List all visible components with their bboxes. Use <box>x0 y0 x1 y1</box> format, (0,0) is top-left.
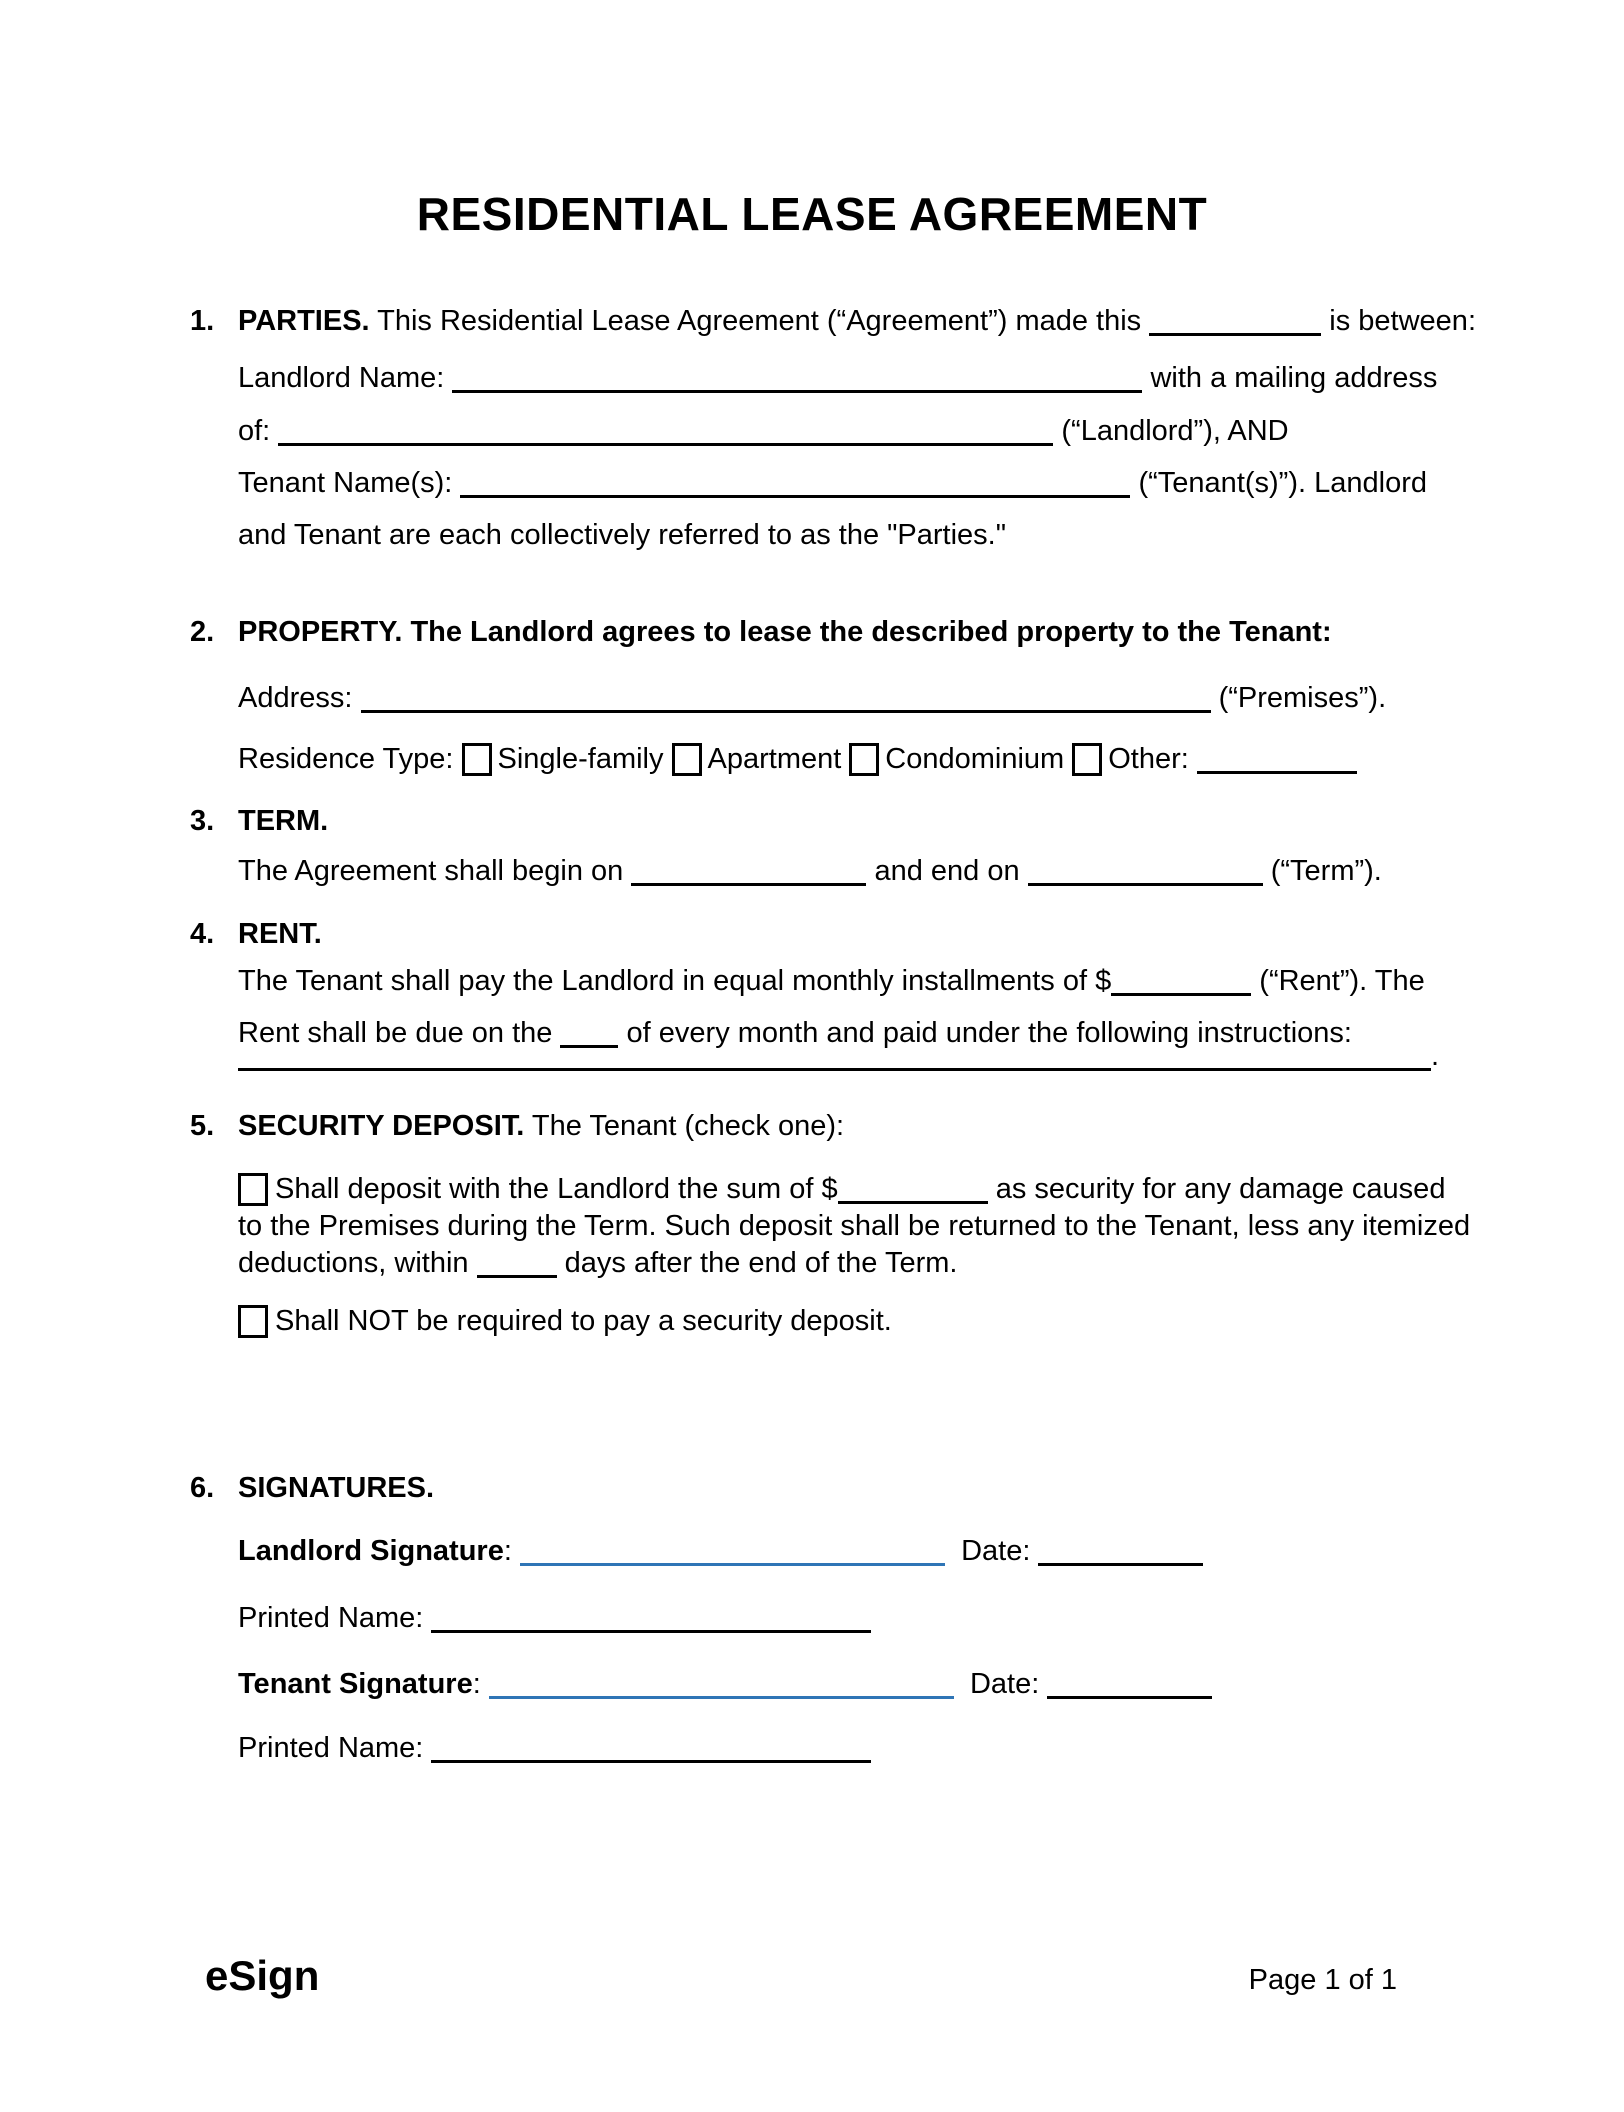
tenant-printed-name-field[interactable] <box>431 1730 871 1763</box>
property-section-number: 2. <box>190 616 215 648</box>
deposit-section-number: 5. <box>190 1110 215 1142</box>
premises-address-field[interactable] <box>361 680 1211 713</box>
tenant-name-field[interactable] <box>460 465 1130 498</box>
landlord-name-suffix: with a mailing address <box>1150 362 1438 394</box>
signatures-section-label: SIGNATURES. <box>238 1472 435 1504</box>
tenant-signature-colon: : <box>472 1668 481 1700</box>
landlord-name-label: Landlord Name: <box>238 362 445 394</box>
checkbox-condominium[interactable] <box>849 743 879 776</box>
checkbox-apartment[interactable] <box>672 743 702 776</box>
rent-line2-suffix: of every month and paid under the following instructions: <box>626 1017 1352 1049</box>
checkbox-single-family[interactable] <box>462 743 492 776</box>
residence-type-label: Residence Type: <box>238 743 454 775</box>
parties-section-label: PARTIES. <box>238 305 370 337</box>
deposit-heading-text: The Tenant (check one): <box>531 1110 845 1142</box>
signatures-heading-line <box>190 1470 434 1506</box>
landlord-printed-name-field[interactable] <box>431 1600 871 1633</box>
signatures-section-number: 6. <box>190 1472 215 1504</box>
tenant-name-suffix: (“Tenant(s)”). Landlord <box>1138 467 1427 499</box>
tenant-printed-name-line <box>238 1730 871 1766</box>
property-heading-text: The Landlord agrees to lease the described property to the Tenant: <box>410 616 1332 648</box>
deposit-option2-text: Shall NOT be required to pay a security deposit. <box>275 1305 892 1337</box>
deposit-option1-suffix3: days after the end of the Term. <box>564 1247 958 1279</box>
tenant-signature-label: Tenant Signature <box>238 1668 473 1700</box>
payment-instructions-line <box>238 1038 1439 1074</box>
other-label: Other: <box>1108 743 1189 775</box>
landlord-signature-colon: : <box>503 1535 512 1567</box>
deposit-option1-suffix1: as security for any damage caused <box>995 1173 1446 1205</box>
term-heading-line <box>190 803 328 839</box>
deposit-option1-line2 <box>238 1208 1470 1244</box>
deposit-amount-field[interactable] <box>838 1171 988 1204</box>
tenant-name-label: Tenant Name(s): <box>238 467 453 499</box>
landlord-signature-label: Landlord Signature <box>238 1535 504 1567</box>
parties-section-number: 1. <box>190 305 215 337</box>
checkbox-other[interactable] <box>1072 743 1102 776</box>
rent-amount-field[interactable] <box>1111 963 1251 996</box>
landlord-address-line <box>238 413 1289 449</box>
landlord-printed-name-label: Printed Name: <box>238 1602 424 1634</box>
term-mid-text: and end on <box>874 855 1020 887</box>
landlord-date-label: Date: <box>961 1535 1031 1567</box>
landlord-name-line <box>238 360 1437 396</box>
payment-instructions-period: . <box>1431 1040 1440 1072</box>
deposit-option1-line1 <box>238 1171 1445 1207</box>
landlord-date-field[interactable] <box>1038 1533 1203 1566</box>
document-title: RESIDENTIAL LEASE AGREEMENT <box>416 188 1208 240</box>
option-label-condominium: Condominium <box>885 743 1065 775</box>
deposit-heading-line <box>190 1108 844 1144</box>
term-end-date-field[interactable] <box>1028 853 1263 886</box>
parties-closing-text: and Tenant are each collectively referred to as the "Parties." <box>238 519 1007 551</box>
parties-intro-text: This Residential Lease Agreement (“Agreement”) made this <box>377 305 1142 337</box>
tenant-date-label: Date: <box>969 1668 1040 1700</box>
landlord-name-field[interactable] <box>452 360 1142 393</box>
parties-heading-line <box>190 303 1476 339</box>
other-residence-field[interactable] <box>1197 741 1357 774</box>
term-dates-line <box>238 853 1382 889</box>
rent-amount-line <box>238 963 1425 999</box>
parties-intro-suffix: is between: <box>1329 305 1476 337</box>
landlord-address-field[interactable] <box>278 413 1053 446</box>
rent-line1-suffix: (“Rent”). The <box>1259 965 1425 997</box>
option-label-single-family: Single-family <box>497 743 664 775</box>
deposit-option1-text2: to the Premises during the Term. Such deposit shall be returned to the Tenant, less any itemized <box>238 1210 1471 1242</box>
rent-section-label: RENT. <box>238 918 322 950</box>
parties-closing-line <box>238 517 1006 553</box>
deposit-option1-text3: deductions, within <box>238 1247 469 1279</box>
deposit-option1-line3 <box>238 1245 957 1281</box>
term-start-date-field[interactable] <box>631 853 866 886</box>
page-indicator: Page 1 of 1 <box>1248 1964 1397 1996</box>
landlord-signature-line <box>238 1533 1203 1569</box>
brand-logo: eSign <box>205 1952 320 1999</box>
tenant-signature-line <box>238 1666 1212 1702</box>
checkbox-deposit-required[interactable] <box>238 1173 268 1206</box>
term-section-label: TERM. <box>238 805 329 837</box>
property-address-line <box>238 680 1386 716</box>
landlord-printed-name-line <box>238 1600 871 1636</box>
rent-line2-text: Rent shall be due on the <box>238 1017 553 1049</box>
rent-line1-text: The Tenant shall pay the Landlord in equal monthly installments of $ <box>238 965 1112 997</box>
address-suffix: (“Premises”). <box>1218 682 1387 714</box>
term-end-text: (“Term”). <box>1270 855 1382 887</box>
made-this-date-field[interactable] <box>1149 303 1321 336</box>
payment-instructions-field[interactable] <box>238 1038 1431 1071</box>
tenant-signature-field[interactable] <box>489 1666 954 1699</box>
deposit-section-label: SECURITY DEPOSIT. <box>238 1110 525 1142</box>
deposit-option2-line <box>238 1303 892 1339</box>
landlord-address-suffix: (“Landlord”), AND <box>1061 415 1289 447</box>
address-label: Address: <box>238 682 353 714</box>
term-section-number: 3. <box>190 805 215 837</box>
property-heading-line <box>190 614 1332 650</box>
rent-heading-line <box>190 916 322 952</box>
deposit-return-days-field[interactable] <box>477 1245 557 1278</box>
checkbox-no-deposit[interactable] <box>238 1305 268 1338</box>
rent-section-number: 4. <box>190 918 215 950</box>
term-begin-text: The Agreement shall begin on <box>238 855 624 887</box>
residence-type-line <box>238 741 1357 777</box>
deposit-option1-text1: Shall deposit with the Landlord the sum of $ <box>275 1173 838 1205</box>
of-label: of: <box>238 415 271 447</box>
landlord-signature-field[interactable] <box>520 1533 945 1566</box>
option-label-apartment: Apartment <box>707 743 842 775</box>
tenant-printed-name-label: Printed Name: <box>238 1732 424 1764</box>
property-section-label: PROPERTY. <box>238 616 403 648</box>
tenant-date-field[interactable] <box>1047 1666 1212 1699</box>
tenant-name-line <box>238 465 1427 501</box>
